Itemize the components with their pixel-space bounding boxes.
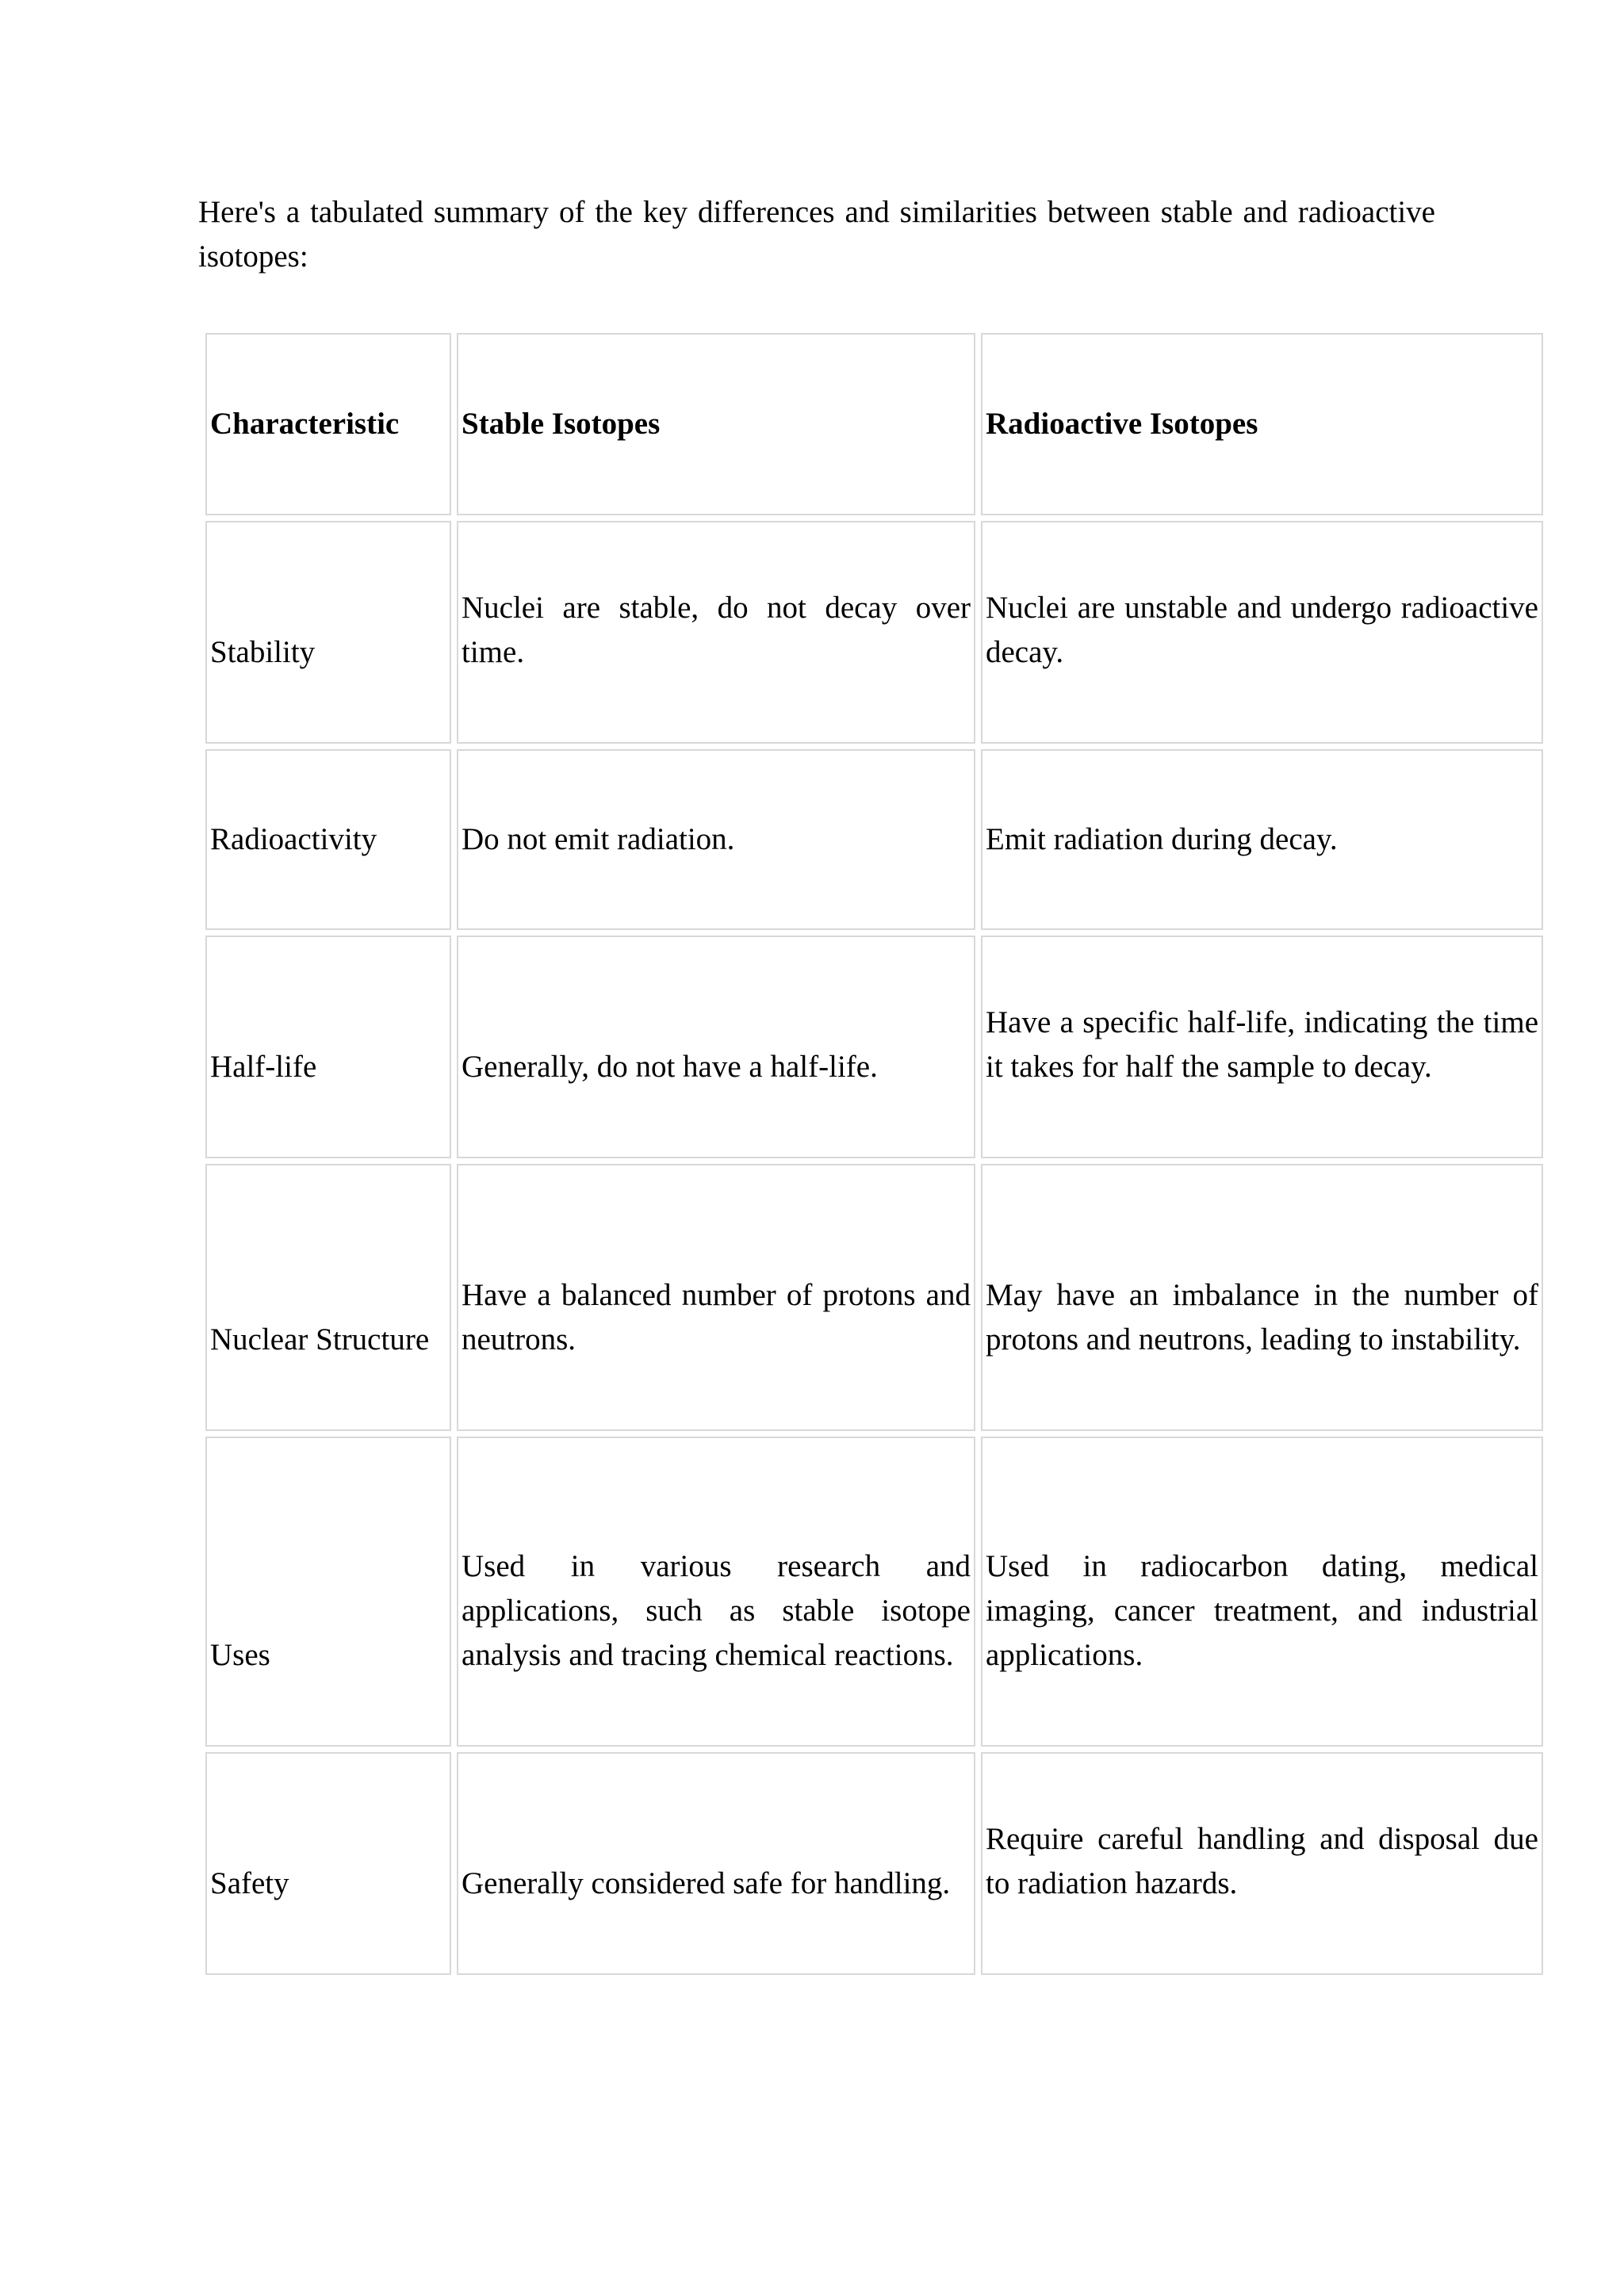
cell-characteristic: Uses [205,1437,451,1747]
cell-characteristic: Safety [205,1752,451,1975]
table-row-nuclear-structure [205,1164,1543,1431]
table-header-row [205,333,1543,515]
cell-stable: Generally considered safe for handling. [457,1752,975,1975]
cell-characteristic: Stability [205,521,451,744]
table-row-stability [205,521,1543,744]
cell-stable: Do not emit radiation. [457,749,975,930]
header-radioactive-isotopes: Radioactive Isotopes [981,333,1543,515]
intro-paragraph: Here's a tabulated summary of the key differences and similarities between stable and radioactive isotopes: [198,195,1435,274]
cell-radioactive: Nuclei are unstable and undergo radioactive decay. [981,521,1543,744]
cell-stable: Nuclei are stable, do not decay over time. [457,521,975,744]
comparison-table [200,327,1549,1980]
cell-characteristic: Half-life [205,936,451,1158]
cell-stable: Have a balanced number of protons and neutrons. [457,1164,975,1431]
cell-radioactive: Have a specific half-life, indicating the time it takes for half the sample to decay. [981,936,1543,1158]
table-row-uses [205,1437,1543,1747]
cell-radioactive: May have an imbalance in the number of protons and neutrons, leading to instability. [981,1164,1543,1431]
table-row-radioactivity [205,749,1543,930]
cell-characteristic: Nuclear Structure [205,1164,451,1431]
header-characteristic: Characteristic [205,333,451,515]
header-stable-isotopes: Stable Isotopes [457,333,975,515]
cell-stable: Generally, do not have a half-life. [457,936,975,1158]
cell-radioactive: Require careful handling and disposal due to radiation hazards. [981,1752,1543,1975]
cell-radioactive: Used in radiocarbon dating, medical imaging, cancer treatment, and industrial applications. [981,1437,1543,1747]
table-row-half-life [205,936,1543,1158]
cell-characteristic: Radioactivity [205,749,451,930]
cell-radioactive: Emit radiation during decay. [981,749,1543,930]
table-row-safety [205,1752,1543,1975]
cell-stable: Used in various research and applications, such as stable isotope analysis and tracing chemical reactions. [457,1437,975,1747]
